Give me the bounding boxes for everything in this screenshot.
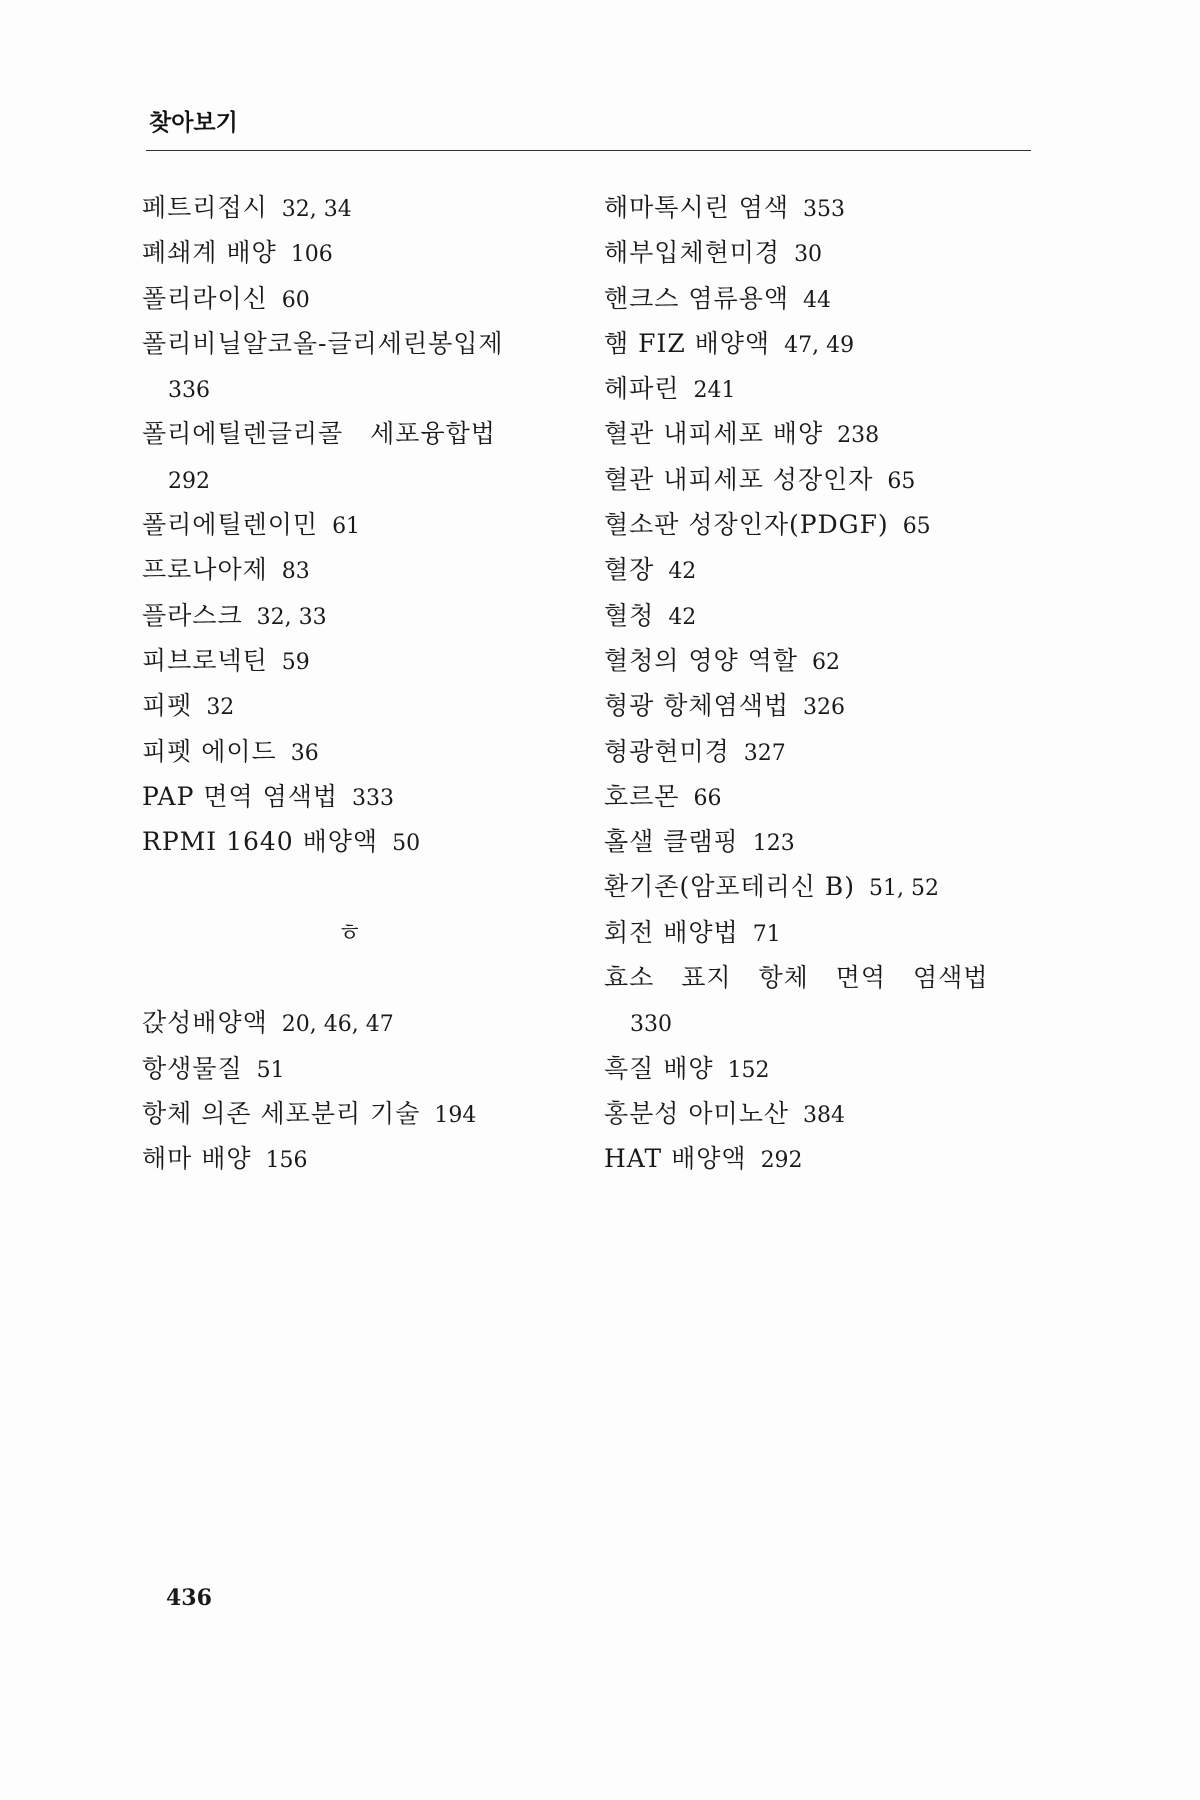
- index-entry: [604, 593, 1034, 638]
- index-entry: [142, 638, 572, 683]
- index-pages: 32: [206, 695, 235, 721]
- index-entry: [604, 547, 1034, 592]
- index-term: 혈관 내피세포 성장인자: [604, 464, 874, 494]
- index-term: RPMI 1640 배양액: [142, 827, 379, 857]
- index-entry: [142, 1046, 572, 1091]
- index-term: 혈장: [604, 555, 655, 585]
- index-pages: 62: [811, 649, 840, 675]
- index-entry: [604, 411, 1034, 456]
- index-entry-continuation: [142, 457, 572, 502]
- index-term: 흑질 배양: [604, 1053, 714, 1083]
- index-term: 회전 배양법: [604, 917, 739, 947]
- index-pages: 59: [281, 649, 310, 675]
- index-pages: 36: [290, 740, 319, 766]
- index-term: 항생물질: [142, 1053, 243, 1083]
- index-pages: 32, 34: [281, 197, 352, 222]
- index-entry: [604, 774, 1034, 819]
- index-pages: 61: [332, 514, 361, 540]
- index-pages: 42: [668, 559, 697, 585]
- index-pages: 42: [668, 604, 697, 630]
- index-term: 혈청의 영양 역할: [604, 645, 798, 675]
- index-entry: [142, 185, 572, 230]
- index-term: 폴리비닐알코올-글리세린봉입제: [142, 328, 504, 358]
- index-term: 해부입체현미경: [604, 238, 781, 268]
- index-pages: 65: [902, 514, 931, 540]
- index-pages: 123: [752, 831, 795, 857]
- index-entry: [604, 1136, 1034, 1181]
- index-pages: 30: [794, 242, 823, 268]
- index-entry: [142, 411, 572, 456]
- index-entry: [604, 366, 1034, 411]
- index-entry: [604, 819, 1034, 864]
- index-term: 해마 배양: [142, 1144, 252, 1174]
- index-section-heading: ㅎ: [337, 917, 362, 947]
- index-entry-continuation: [604, 1000, 1034, 1045]
- index-pages: 51: [256, 1057, 285, 1083]
- index-entry: [604, 864, 1034, 909]
- index-entry: [604, 910, 1034, 955]
- index-pages: 384: [803, 1102, 845, 1128]
- page-header-title: 찾아보기: [149, 110, 238, 136]
- index-term: 혈청: [604, 600, 655, 630]
- index-entry: [142, 729, 572, 774]
- index-term: 핸크스 염류용액: [604, 283, 789, 313]
- index-term: 피펫: [142, 691, 193, 721]
- index-pages: 83: [281, 559, 310, 585]
- index-entry: [142, 230, 572, 275]
- index-pages: 156: [265, 1148, 308, 1174]
- index-term: 프로나아제: [142, 555, 268, 585]
- page-number: 436: [166, 1585, 212, 1611]
- index-pages: 51, 52: [869, 876, 940, 902]
- index-term: 헤파린: [604, 374, 680, 404]
- index-term: 형광현미경: [604, 736, 730, 766]
- index-term: 효소 표지 항체 면역 염색법: [604, 963, 989, 993]
- index-term: 혈관 내피세포 배양: [604, 419, 824, 449]
- index-pages: 50: [392, 831, 421, 857]
- index-term: 페트리접시: [142, 193, 268, 222]
- index-entry: [604, 1091, 1034, 1136]
- index-pages: 106: [290, 242, 333, 268]
- index-term: 피펫 에이드: [142, 736, 277, 766]
- index-entry: [142, 683, 572, 728]
- index-entry: [604, 729, 1034, 774]
- index-pages: 330: [630, 1012, 672, 1038]
- spacer: [142, 955, 572, 1000]
- index-term: 폴리라이신: [142, 283, 268, 313]
- index-pages: 44: [803, 287, 831, 313]
- index-pages: 60: [281, 287, 310, 313]
- index-pages: 241: [693, 378, 736, 404]
- index-term: 햄 FIZ 배양액: [604, 328, 771, 358]
- index-pages: 292: [168, 468, 210, 494]
- index-term: 플라스크: [142, 600, 243, 630]
- index-entry-continuation: [142, 366, 572, 411]
- index-term: 형광 항체염색법: [604, 691, 789, 721]
- index-entry: [604, 683, 1034, 728]
- index-entry: [142, 1091, 572, 1136]
- index-entry: [604, 638, 1034, 683]
- index-entry: [142, 819, 572, 864]
- index-pages: 326: [803, 695, 845, 721]
- index-entry: [142, 1136, 572, 1181]
- index-entry: [604, 321, 1034, 366]
- index-column-right: [604, 185, 1034, 1182]
- index-term: 호르몬: [604, 781, 680, 811]
- index-column-left: [142, 185, 572, 1182]
- index-entry: [604, 185, 1034, 230]
- index-entry: [604, 1046, 1034, 1091]
- index-entry: [142, 276, 572, 321]
- index-entry: [142, 774, 572, 819]
- index-term: PAP 면역 염색법: [142, 781, 339, 811]
- index-term: 폴리에틸렌이민: [142, 510, 319, 540]
- index-term: 폴리에틸렌글리콜 세포융합법: [142, 419, 496, 449]
- index-pages: 71: [752, 921, 781, 947]
- index-pages: 327: [743, 740, 786, 766]
- index-entry: [142, 502, 572, 547]
- index-pages: 353: [803, 197, 845, 222]
- index-term: 환기존(암포테리신 B): [604, 872, 856, 902]
- index-term: 혈소판 성장인자(PDGF): [604, 510, 889, 540]
- index-pages: 66: [693, 785, 722, 811]
- index-pages: 47, 49: [784, 332, 855, 358]
- index-pages: 292: [760, 1148, 803, 1174]
- index-entry: [142, 547, 572, 592]
- index-entry: [604, 230, 1034, 275]
- index-pages: 333: [352, 785, 395, 811]
- index-term: 피브로넥틴: [142, 645, 268, 675]
- index-entry: [604, 955, 1034, 1000]
- spacer: [142, 864, 572, 909]
- index-pages: 152: [727, 1057, 770, 1083]
- index-term: 항체 의존 세포분리 기술: [142, 1098, 421, 1128]
- index-term: 홍분성 아미노산: [604, 1098, 789, 1128]
- index-entry: [604, 276, 1034, 321]
- index-pages: 32, 33: [256, 604, 327, 630]
- index-entry: [604, 502, 1034, 547]
- index-pages: 65: [887, 468, 916, 494]
- index-term: HAT 배양액: [604, 1144, 747, 1174]
- index-term: 홀샐 클램핑: [604, 827, 739, 857]
- index-term: 폐쇄계 배양: [142, 238, 277, 268]
- index-entry: [142, 593, 572, 638]
- index-pages: 194: [434, 1102, 477, 1128]
- index-pages: 20, 46, 47: [281, 1012, 394, 1038]
- index-pages: 238: [837, 423, 880, 449]
- index-pages: 336: [168, 378, 210, 404]
- index-entry: [604, 457, 1034, 502]
- header-divider: [146, 150, 1031, 151]
- index-term: 해마톡시린 염색: [604, 193, 789, 222]
- index-entry: [142, 1000, 572, 1045]
- index-term: 갅성배양액: [142, 1008, 268, 1038]
- index-entry: [142, 321, 572, 366]
